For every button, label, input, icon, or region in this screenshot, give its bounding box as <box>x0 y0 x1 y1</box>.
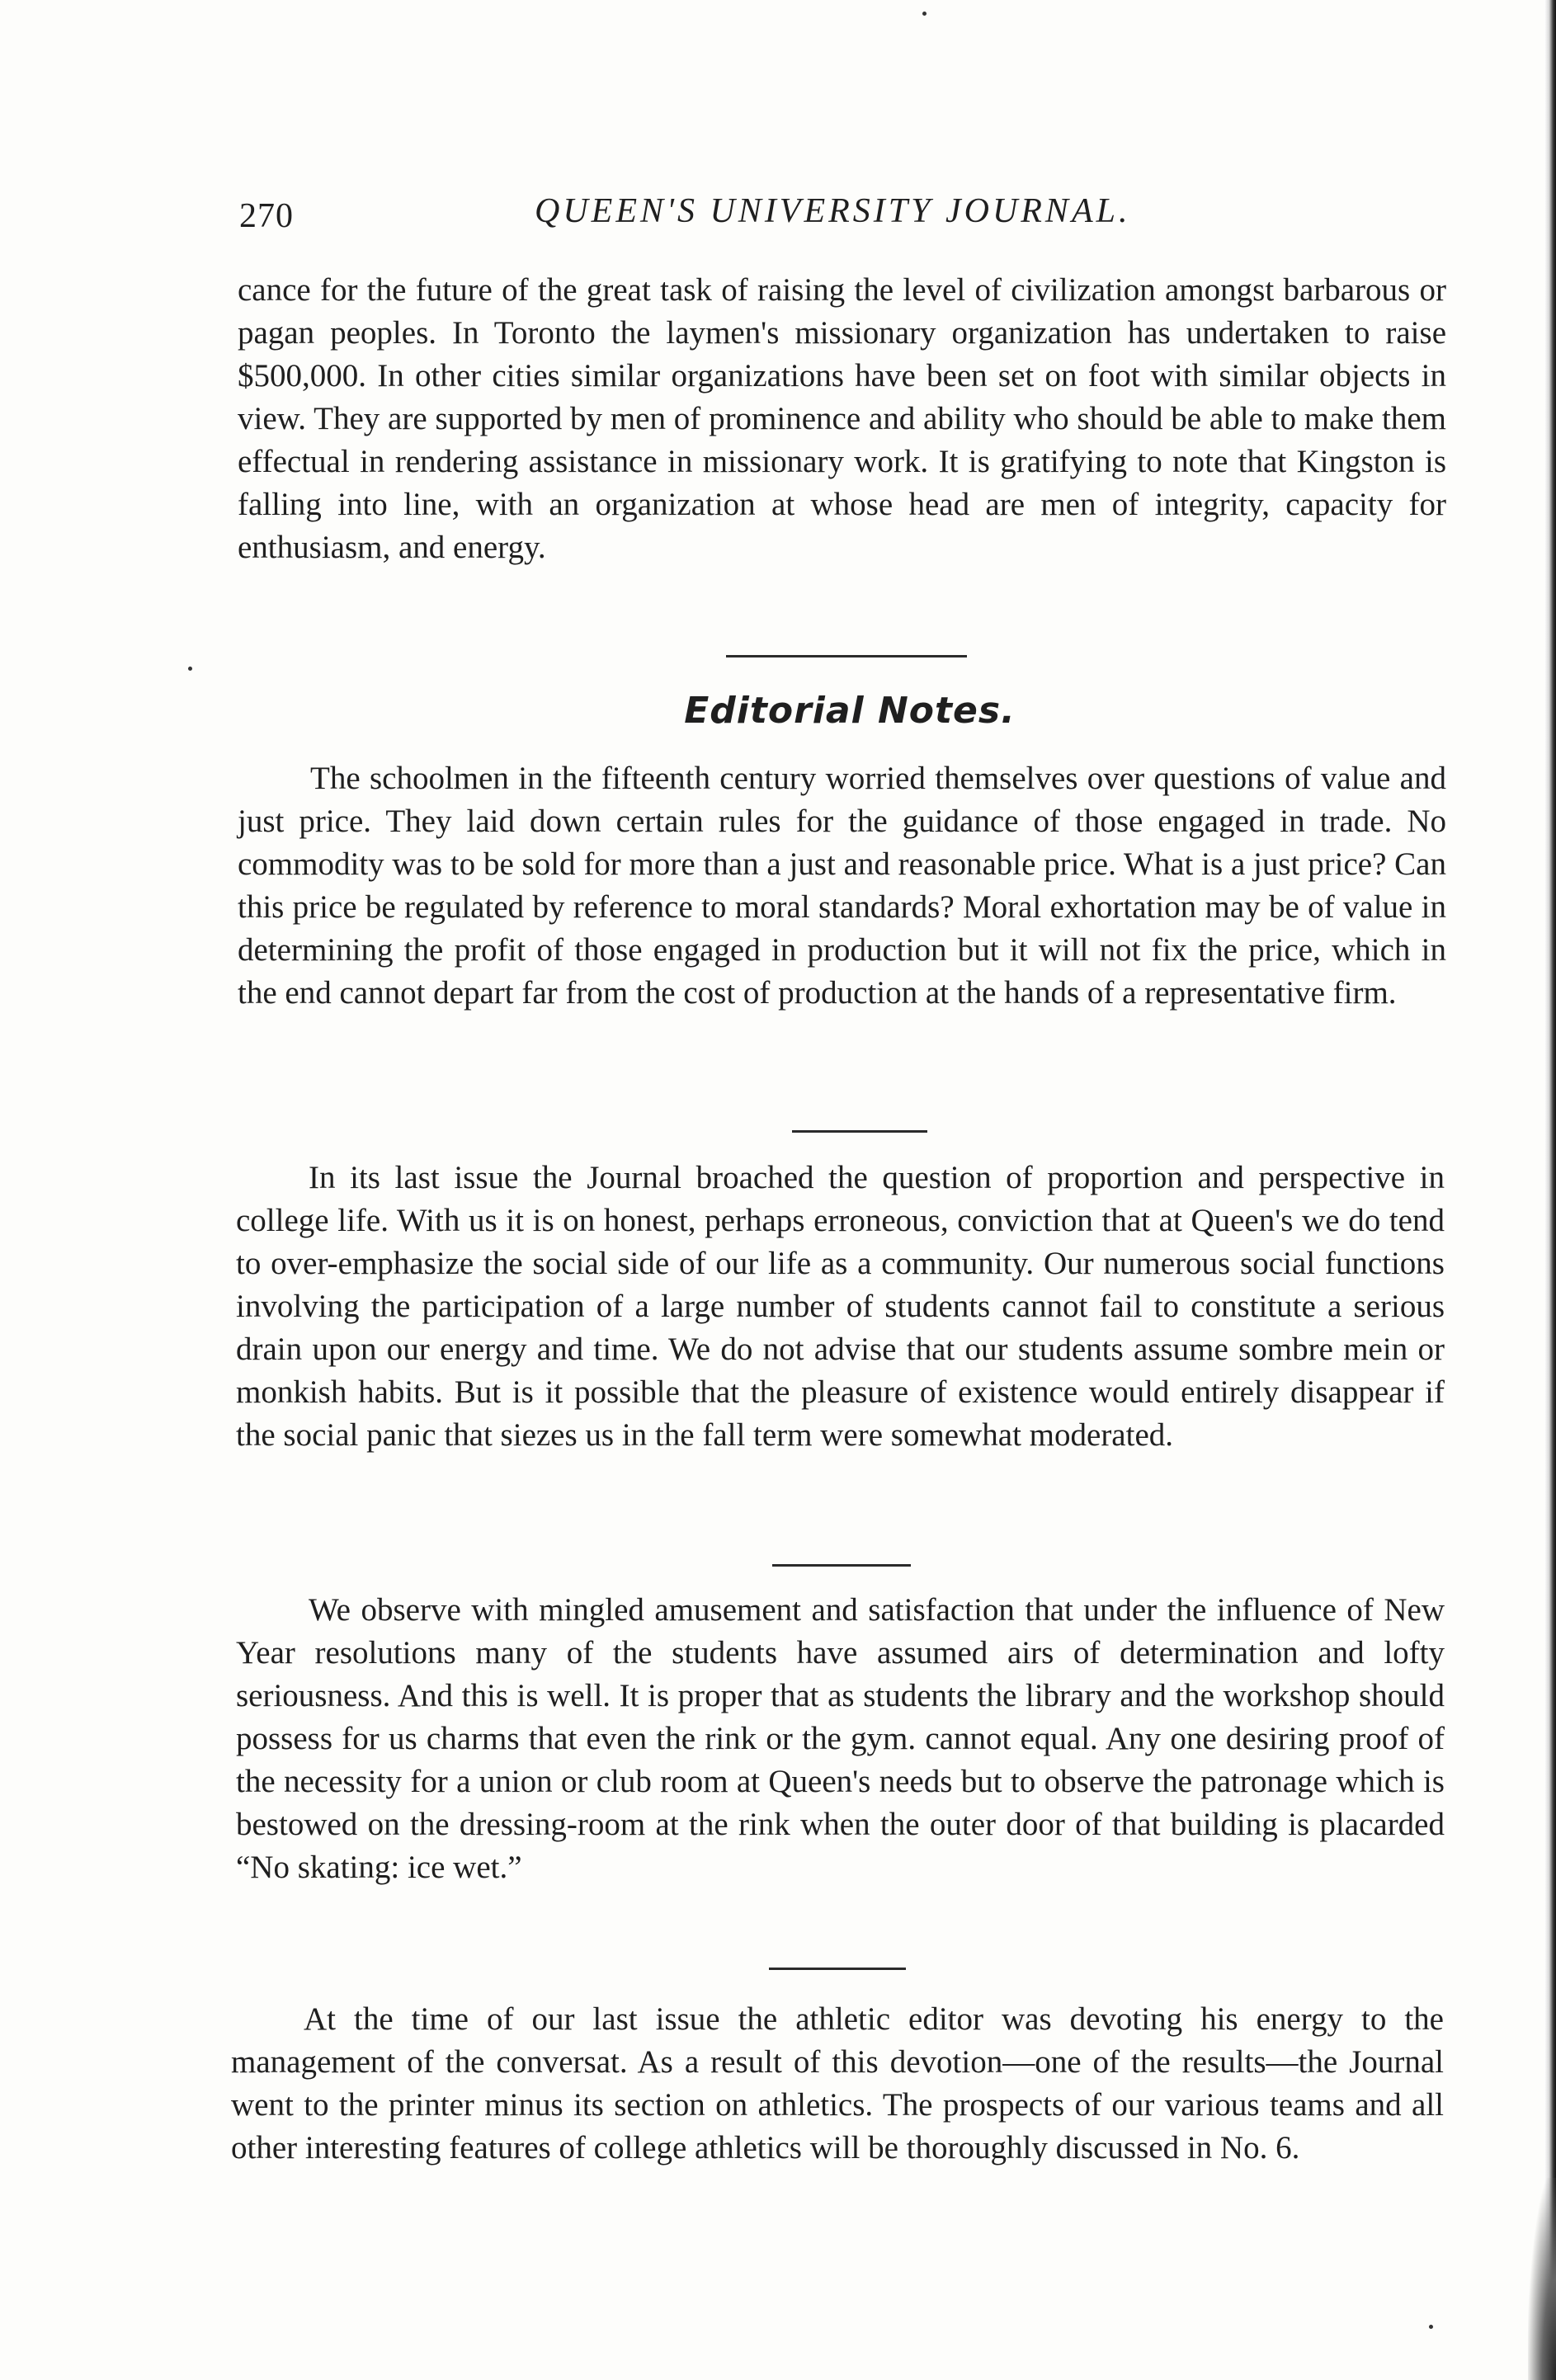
intro-paragraph: cance for the future of the great task of raising the level of civilization amongst barbarous or pagan peoples. In Toronto the laymen's missionary organization has undertaken to raise $500,000. In other cities similar organizations have been set on foot with similar objects in view. They are supported by men of prominence and ability who should be able to make them effectual in rendering assistance in missionary work. It is gratifying to note that Kingston is falling into line, with an organization at whose head are men of integrity, capacity for enthusiasm, and energy. <box>238 272 1446 565</box>
page-number: 270 <box>239 197 294 235</box>
scan-speck <box>922 12 927 16</box>
editorial-paragraph-4: At the time of our last issue the athletic editor was devoting his energy to the management of the conversat. As a result of this devotion—one of the results—the Journal went to the printer minus its section on athletics. The prospects of our various teams and all other interesting features of college athletics will be thoroughly discussed in No. 6. <box>231 2001 1444 2166</box>
editorial-paragraph-1: The schoolmen in the fifteenth century worried themselves over questions of value and just price. They laid down certain rules for the guidance of those engaged in trade. No commodity was to be sold for more than a just and reasonable price. What is a just price? Can this price be regulated by reference to moral standards? Moral exhortation may be of value in determining the profit of those engaged in production but it will not fix the price, which in the end cannot depart far from the cost of production at the hands of a representative firm. <box>238 761 1446 1011</box>
paragraph-divider-rule <box>769 1968 906 1970</box>
running-header <box>239 191 1444 241</box>
scan-edge-curl <box>1528 2178 1556 2380</box>
section-divider-rule <box>726 655 967 657</box>
paragraph-divider-rule <box>792 1130 927 1133</box>
section-heading: Editorial Notes. <box>684 690 1016 732</box>
scan-speck <box>188 667 192 671</box>
scan-edge-shadow <box>1544 0 1556 2380</box>
editorial-paragraph-3: We observe with mingled amusement and satisfaction that under the influence of New Year resolutions many of the students have assumed airs of determination and lofty seriousness. And this is well. It is proper that as students the library and the workshop should possess for us charms that even the rink or the gym. cannot equal. Any one desiring proof of the necessity for a union or club room at Queen's needs but to observe the patronage which is bestowed on the dressing-room at the rink when the outer door of that building is placarded “No skating: ice wet.” <box>236 1592 1445 1885</box>
paragraph-divider-rule <box>772 1564 911 1567</box>
scan-speck <box>1429 2325 1433 2329</box>
journal-title: QUEEN'S UNIVERSITY JOURNAL. <box>535 192 1131 230</box>
editorial-paragraph-2: In its last issue the Journal broached the question of proportion and perspective in college life. With us it is on honest, perhaps erroneous, conviction that at Queen's we do tend to over-emphasize the social side of our life as a community. Our numerous social functions involving the participation of a large number of students cannot fail to constitute a serious drain upon our energy and time. We do not advise that our students assume sombre mein or monkish habits. But is it possible that the pleasure of existence would entirely disappear if the social panic that siezes us in the fall term were somewhat moderated. <box>236 1160 1445 1453</box>
